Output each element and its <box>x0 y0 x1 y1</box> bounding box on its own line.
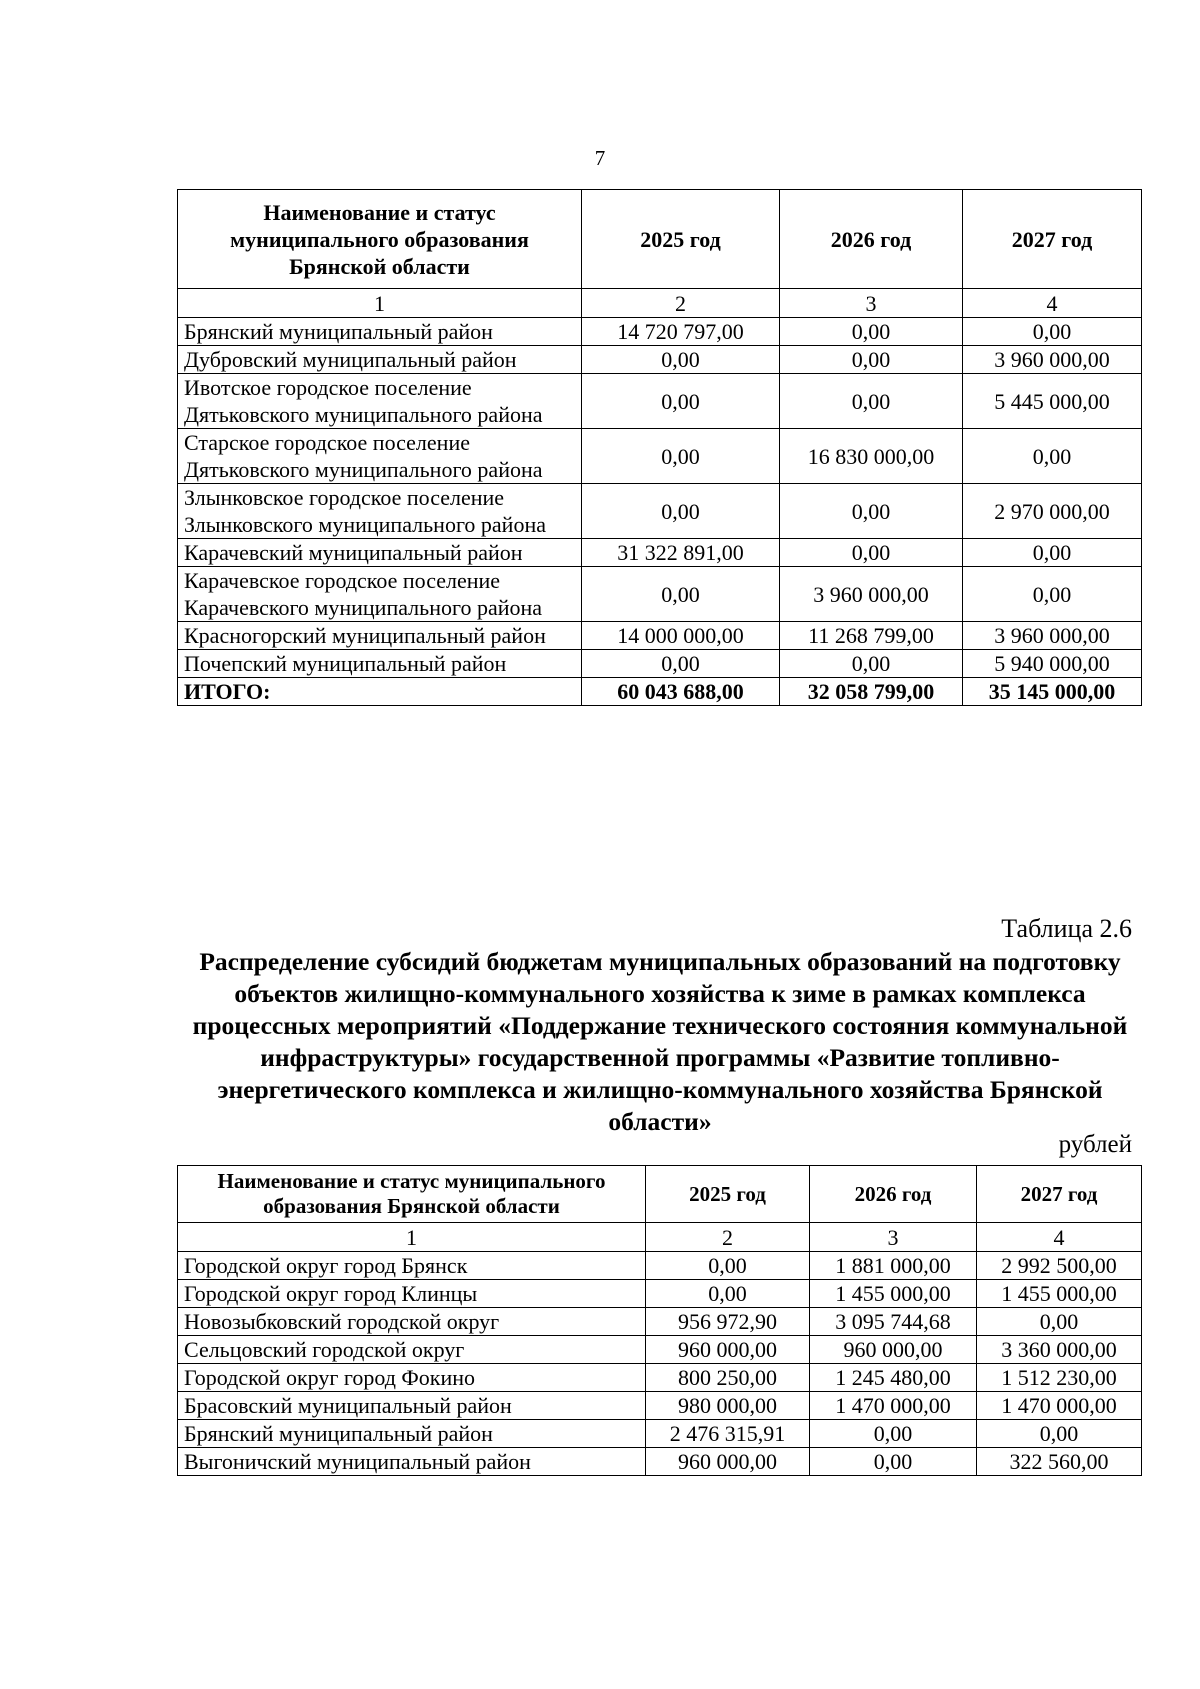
column-index-row <box>178 289 1142 318</box>
municipality-name-cell: Карачевский муниципальный район <box>178 539 582 567</box>
amount-cell: 2 992 500,00 <box>977 1252 1142 1280</box>
table-header-row <box>178 190 1142 289</box>
amount-cell: 3 960 000,00 <box>780 567 963 622</box>
units-label: рублей <box>1058 1131 1132 1158</box>
amount-cell: 1 455 000,00 <box>977 1280 1142 1308</box>
column-index-cell: 2 <box>646 1223 810 1252</box>
amount-cell: 3 360 000,00 <box>977 1336 1142 1364</box>
total-amount-cell: 32 058 799,00 <box>780 678 963 706</box>
amount-cell: 0,00 <box>582 374 780 429</box>
total-amount-cell: 60 043 688,00 <box>582 678 780 706</box>
amount-cell: 14 000 000,00 <box>582 622 780 650</box>
amount-cell: 960 000,00 <box>646 1448 810 1476</box>
table-title: Распределение субсидий бюджетам муниципальных образований на подготовку объектов жилищно-коммунального хозяйства к зиме в рамках комплекса процессных мероприятий «Поддержание технического состояния коммунальной инфраструктуры» государственной программы «Развитие топливно-энергетического комплекса и жилищно-коммунального хозяйства Брянской области» <box>192 947 1128 1136</box>
amount-cell: 0,00 <box>646 1280 810 1308</box>
amount-cell: 16 830 000,00 <box>780 429 963 484</box>
amount-cell: 1 245 480,00 <box>810 1364 977 1392</box>
table-row <box>178 650 1142 678</box>
amount-cell: 0,00 <box>582 346 780 374</box>
table-row <box>178 484 1142 539</box>
amount-cell: 11 268 799,00 <box>780 622 963 650</box>
municipality-name-cell: Выгоничский муниципальный район <box>178 1448 646 1476</box>
amount-cell: 0,00 <box>977 1308 1142 1336</box>
amount-cell: 1 470 000,00 <box>810 1392 977 1420</box>
table-row <box>178 1392 1142 1420</box>
amount-cell: 31 322 891,00 <box>582 539 780 567</box>
funding-table-1 <box>177 189 1142 706</box>
amount-cell: 0,00 <box>646 1252 810 1280</box>
amount-cell: 3 095 744,68 <box>810 1308 977 1336</box>
table-row <box>178 1364 1142 1392</box>
column-index-cell: 4 <box>977 1223 1142 1252</box>
header-year-2027: 2027 год <box>963 190 1142 289</box>
municipality-name-cell: Городской округ город Фокино <box>178 1364 646 1392</box>
amount-cell: 800 250,00 <box>646 1364 810 1392</box>
amount-cell: 0,00 <box>780 650 963 678</box>
page-number: 7 <box>594 146 606 170</box>
amount-cell: 0,00 <box>963 539 1142 567</box>
municipality-name-cell: Ивотское городское поселение Дятьковского муниципального района <box>178 374 582 429</box>
municipality-name-cell: Брянский муниципальный район <box>178 1420 646 1448</box>
amount-cell: 0,00 <box>582 484 780 539</box>
total-label-cell: ИТОГО: <box>178 678 582 706</box>
amount-cell: 2 970 000,00 <box>963 484 1142 539</box>
amount-cell: 960 000,00 <box>646 1336 810 1364</box>
amount-cell: 1 881 000,00 <box>810 1252 977 1280</box>
table-row <box>178 1252 1142 1280</box>
amount-cell: 960 000,00 <box>810 1336 977 1364</box>
amount-cell: 0,00 <box>582 567 780 622</box>
amount-cell: 980 000,00 <box>646 1392 810 1420</box>
column-index-cell: 1 <box>178 289 582 318</box>
table-row <box>178 1420 1142 1448</box>
table-row <box>178 346 1142 374</box>
amount-cell: 0,00 <box>963 429 1142 484</box>
table-row <box>178 1280 1142 1308</box>
amount-cell: 0,00 <box>582 650 780 678</box>
municipality-name-cell: Дубровский муниципальный район <box>178 346 582 374</box>
column-index-row <box>178 1223 1142 1252</box>
column-index-cell: 4 <box>963 289 1142 318</box>
column-index-cell: 2 <box>582 289 780 318</box>
municipality-name-cell: Старское городское поселение Дятьковского муниципального района <box>178 429 582 484</box>
amount-cell: 0,00 <box>810 1420 977 1448</box>
amount-cell: 0,00 <box>977 1420 1142 1448</box>
municipality-name-cell: Брасовский муниципальный район <box>178 1392 646 1420</box>
amount-cell: 3 960 000,00 <box>963 346 1142 374</box>
header-year-2025: 2025 год <box>582 190 780 289</box>
total-row <box>178 678 1142 706</box>
municipality-name-cell: Карачевское городское поселение Карачевского муниципального района <box>178 567 582 622</box>
municipality-name-cell: Злынковское городское поселение Злынковского муниципального района <box>178 484 582 539</box>
amount-cell: 0,00 <box>963 567 1142 622</box>
municipality-name-cell: Новозыбковский городской округ <box>178 1308 646 1336</box>
amount-cell: 0,00 <box>780 484 963 539</box>
table-row <box>178 1336 1142 1364</box>
amount-cell: 5 445 000,00 <box>963 374 1142 429</box>
table-row <box>178 622 1142 650</box>
column-index-cell: 3 <box>780 289 963 318</box>
amount-cell: 322 560,00 <box>977 1448 1142 1476</box>
amount-cell: 956 972,90 <box>646 1308 810 1336</box>
amount-cell: 0,00 <box>810 1448 977 1476</box>
total-amount-cell: 35 145 000,00 <box>963 678 1142 706</box>
table-row <box>178 1308 1142 1336</box>
column-index-cell: 1 <box>178 1223 646 1252</box>
header-municipality: Наименование и статус муниципального образования Брянской области <box>178 1166 646 1223</box>
amount-cell: 14 720 797,00 <box>582 318 780 346</box>
municipality-name-cell: Почепский муниципальный район <box>178 650 582 678</box>
amount-cell: 0,00 <box>780 539 963 567</box>
column-index-cell: 3 <box>810 1223 977 1252</box>
amount-cell: 0,00 <box>582 429 780 484</box>
amount-cell: 1 455 000,00 <box>810 1280 977 1308</box>
table-row <box>178 318 1142 346</box>
amount-cell: 0,00 <box>780 346 963 374</box>
amount-cell: 0,00 <box>780 374 963 429</box>
header-municipality: Наименование и статус муниципального образования Брянской области <box>178 190 582 289</box>
table-row <box>178 374 1142 429</box>
municipality-name-cell: Красногорский муниципальный район <box>178 622 582 650</box>
table-label: Таблица 2.6 <box>1001 914 1132 943</box>
table-row <box>178 1448 1142 1476</box>
table-row <box>178 429 1142 484</box>
header-year-2026: 2026 год <box>780 190 963 289</box>
table-header-row <box>178 1166 1142 1223</box>
municipality-name-cell: Городской округ город Брянск <box>178 1252 646 1280</box>
amount-cell: 5 940 000,00 <box>963 650 1142 678</box>
header-year-2026: 2026 год <box>810 1166 977 1223</box>
amount-cell: 1 512 230,00 <box>977 1364 1142 1392</box>
amount-cell: 2 476 315,91 <box>646 1420 810 1448</box>
municipality-name-cell: Брянский муниципальный район <box>178 318 582 346</box>
header-year-2025: 2025 год <box>646 1166 810 1223</box>
amount-cell: 3 960 000,00 <box>963 622 1142 650</box>
amount-cell: 0,00 <box>780 318 963 346</box>
funding-table-2 <box>177 1165 1142 1476</box>
table-row <box>178 567 1142 622</box>
amount-cell: 0,00 <box>963 318 1142 346</box>
municipality-name-cell: Городской округ город Клинцы <box>178 1280 646 1308</box>
municipality-name-cell: Сельцовский городской округ <box>178 1336 646 1364</box>
header-year-2027: 2027 год <box>977 1166 1142 1223</box>
amount-cell: 1 470 000,00 <box>977 1392 1142 1420</box>
table-row <box>178 539 1142 567</box>
